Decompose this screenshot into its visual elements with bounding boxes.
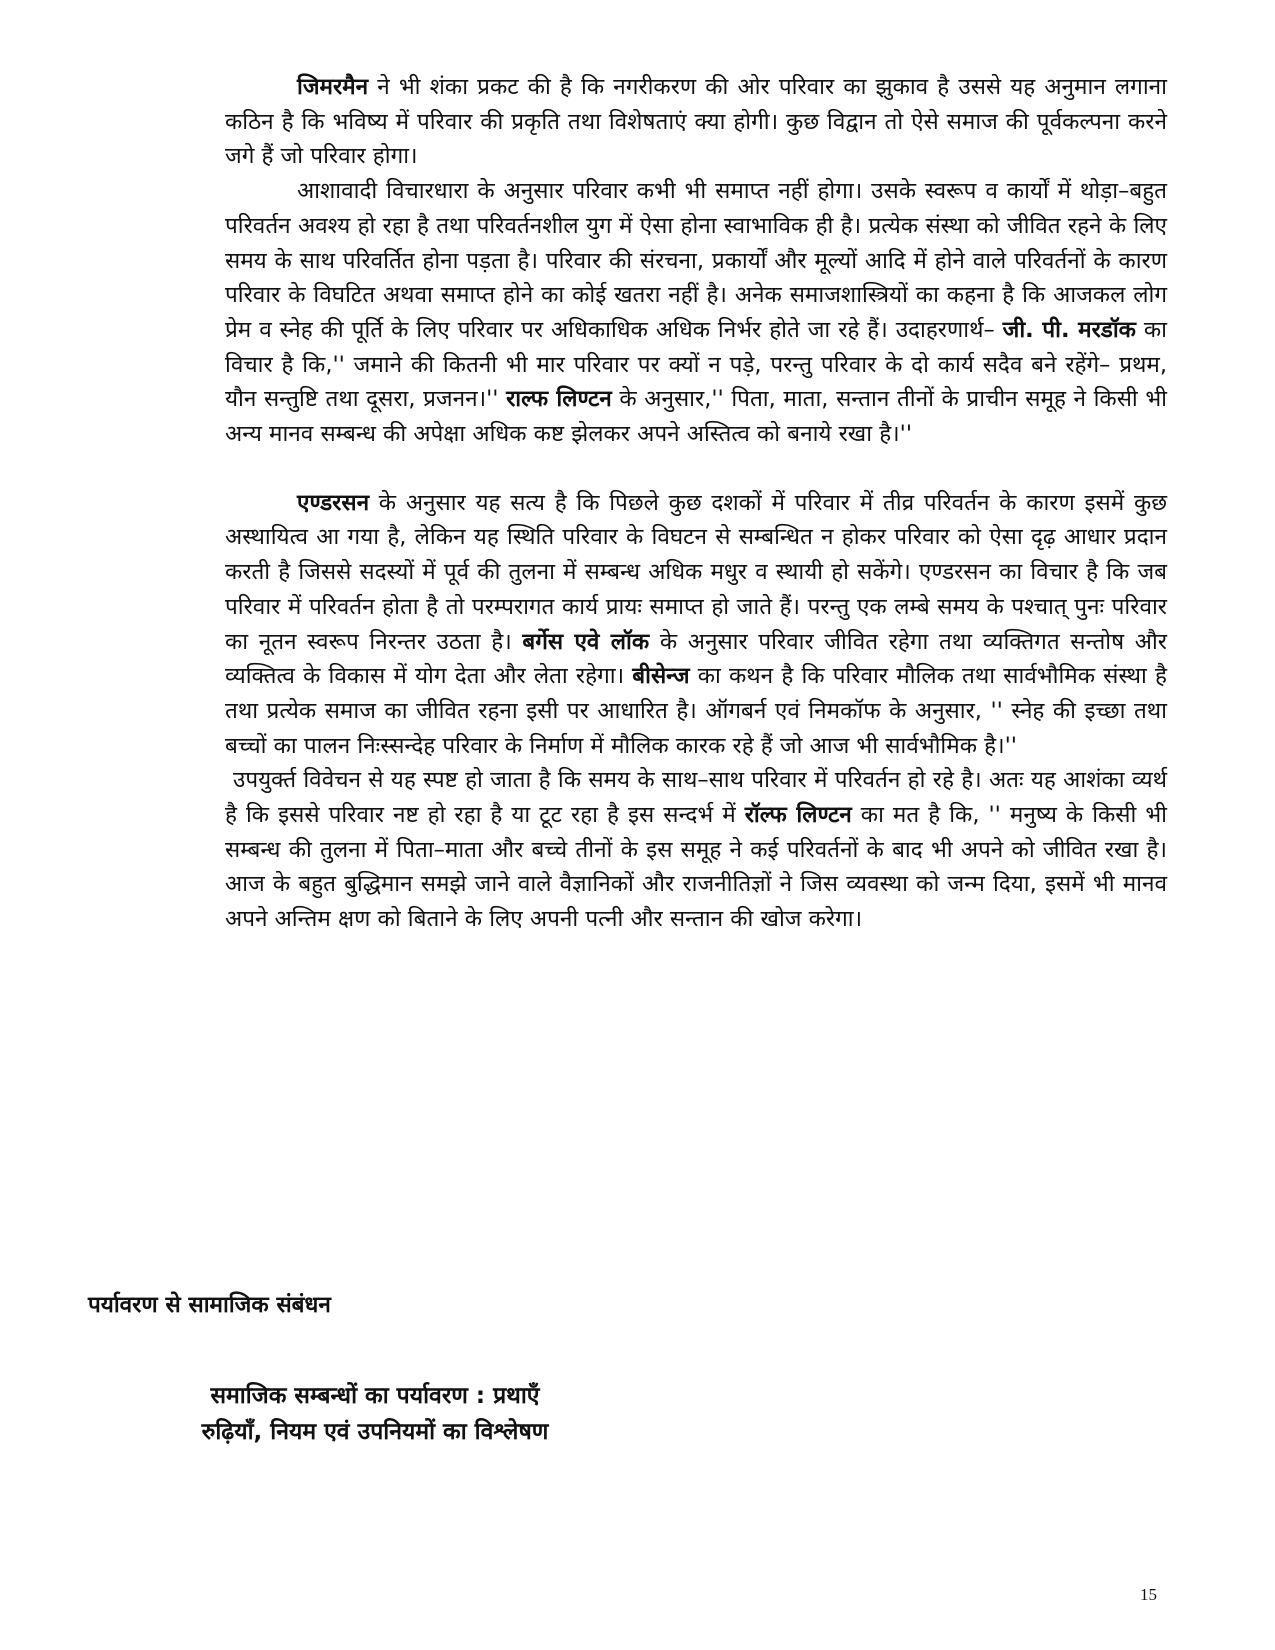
bold-name: रॉल्फ लिण्टन bbox=[744, 802, 852, 829]
sub-heading-line: रुढ़ियाँ, नियम एवं उपनियमों का विश्लेषण bbox=[201, 1419, 549, 1445]
sub-heading bbox=[100, 1378, 650, 1450]
paragraph bbox=[225, 174, 1167, 452]
text-run: उपयुर्क्त विवेचन से यह स्पष्ट हो जाता है कि समय के साथ–साथ परिवार में परिवर्तन हो रहे है। अतः यह आशंका व्यर्थ है कि इससे परिवार नष्ट हो रहा है या टूट रहा है इस सन्दर्भ में bbox=[225, 767, 1167, 829]
paragraph bbox=[225, 763, 1167, 937]
bold-name: राल्फ लिण्टन bbox=[506, 386, 612, 413]
text-run: के अनुसार,'' पिता, माता, सन्तान तीनों के प्राचीन समूह ने किसी भी अन्य मानव सम्बन्ध की अपेक्षा अधिक कष्ट झेलकर अपने अस्तित्व को बनाये रखा है।'' bbox=[225, 386, 1168, 448]
bold-name: बीसेन्ज bbox=[632, 663, 690, 690]
page-number: 15 bbox=[1140, 1585, 1157, 1604]
bold-name: जी. पी. मरडॉक bbox=[1002, 316, 1136, 343]
paragraph bbox=[225, 70, 1167, 174]
text-run: के अनुसार यह सत्य है कि पिछले कुछ दशकों में परिवार में तीव्र परिवर्तन के कारण इसमें कुछ अस्थायित्व आ गया है, लेकिन यह स्थिति परिवार के विघटन से सम्बन्धित न होकर परिवार को ऐसा दृढ़ आधार प्रदान करती है जिससे सदस्यों में पूर्व की तुलना में सम्बन्ध अधिक मधुर व स्थायी हो सकेंगे। एण्डरसन का विचार है कि जब परिवार में परिवर्तन होता है तो परम्परागत कार्य प्रायः समाप्त हो जाते हैं। परन्तु एक लम्बे समय के पश्चात् पुनः परिवार का नूतन स्वरूप निरन्तर उठता है। bbox=[225, 489, 1167, 655]
text-run: आशावादी विचारधारा के अनुसार परिवार कभी भी समाप्त नहीं होगा। उसके स्वरूप व कार्यों में थोड़ा–बहुत परिवर्तन अवश्य हो रहा है तथा परिवर्तनशील युग में ऐसा होना स्वाभाविक ही है। प्रत्येक संस्था को जीवित रहने के लिए समय के साथ परिवर्तित होना पड़ता है। परिवार की संरचना, प्रकार्यों और मूल्यों आदि में होने वाले परिवर्तनों के कारण परिवार के विघटित अथवा समाप्त होने का कोई खतरा नहीं है। अनेक समाजशास्त्रियों का कहना है कि आजकल लोग प्रेम व स्नेह की पूर्ति के लिए परिवार पर अधिकाधिक अधिक निर्भर होते जा रहे हैं। उदाहरणार्थ– bbox=[225, 178, 1167, 343]
text-run: का विचार है कि,'' जमाने की कितनी भी मार परिवार पर क्यों न पड़े, परन्तु परिवार के दो कार्य सदैव बने रहेंगे– प्रथम, यौन सन्तुष्टि तथा दूसरा, प्रजनन।'' bbox=[225, 316, 1167, 413]
text-run: का मत है कि, '' मनुष्य के किसी भी सम्बन्ध की तुलना में पिता–माता और बच्चे तीनों के इस समूह ने कई परिवर्तनों के बाद भी अपने को जीवित रखा है। आज के बहुत बुद्धिमान समझे जाने वाले वैज्ञानिकों और राजनीतिज्ञों ने जिस व्यवस्था को जन्म दिया, इसमें भी मानव अपने अन्तिम क्षण को बिताने के लिए अपनी पत्नी और सन्तान की खोज करेगा। bbox=[225, 802, 1168, 933]
body-text bbox=[225, 70, 1167, 937]
bold-name: एण्डरसन bbox=[297, 489, 370, 516]
paragraph bbox=[225, 486, 1167, 764]
bold-name: जिमरमैन bbox=[297, 74, 369, 100]
section-heading: पर्यावरण से सामाजिक संबंधन bbox=[88, 1292, 331, 1318]
text-run: के अनुसार परिवार जीवित रहेगा तथा व्यक्तिगत सन्तोष और व्यक्तित्व के विकास में योग देता और लेता रहेगा। bbox=[225, 628, 1167, 690]
paragraph-gap bbox=[225, 452, 1167, 486]
sub-heading-line: समाजिक सम्बन्धों का पर्यावरण : प्रथाऍं bbox=[210, 1383, 540, 1409]
bold-name: बर्गेस एवे लॉक bbox=[522, 628, 650, 655]
text-run: ने भी शंका प्रकट की है कि नगरीकरण की ओर परिवार का झुकाव है उससे यह अनुमान लगाना कठिन है कि भविष्य में परिवार की प्रकृति तथा विशेषताएं क्या होगी। कुछ विद्वान तो ऐसे समाज की पूर्वकल्पना करने जगे हैं जो परिवार होगा। bbox=[225, 74, 1167, 170]
text-run: का कथन है कि परिवार मौलिक तथा सार्वभौमिक संस्था है तथा प्रत्येक समाज का जीवित रहना इसी पर आधारित है। ऑगबर्न एवं निमकॉफ के अनुसार, '' स्नेह की इच्छा तथा बच्चों का पालन निःस्सन्देह परिवार के निर्माण में मौलिक कारक रहे हैं जो आज भी सार्वभौमिक है।'' bbox=[225, 663, 1168, 759]
